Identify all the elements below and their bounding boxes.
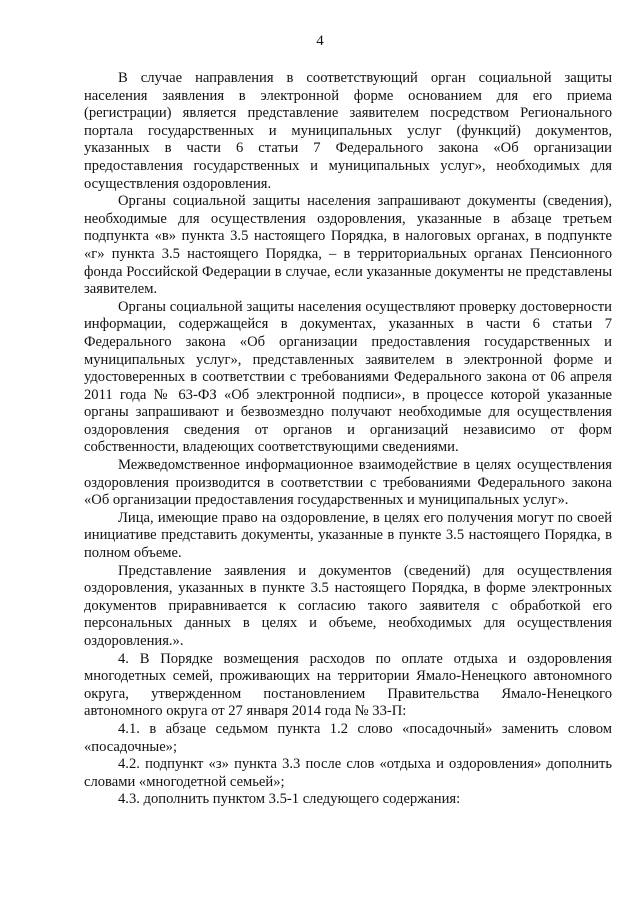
paragraph-own-initiative: Лица, имеющие право на оздоровление, в целях его получения могут по своей инициативе представить документы, указанные в пункте 3.5 настоящего Порядка, в полном объеме. xyxy=(84,509,612,562)
paragraph-verification: Органы социальной защиты населения осуществляют проверку достоверности информации, содержащейся в документах, указанных в части 6 статьи 7 Федерального закона «Об организации предоставления государственных и муниципальных услуг», представленных заявителем в электронной форме и удостоверенных в соответствии с требованиями Федерального закона от 06 апреля 2011 года № 63-ФЗ «Об электронной подписи», в процессе которой указанные органы запрашивают и безвозмездно получают необходимые для осуществления оздоровления сведения от органов и организаций независимо от форм собственности, владеющих соответствующими сведениями. xyxy=(84,298,612,456)
paragraph-electronic-application: В случае направления в соответствующий орган социальной защиты населения заявления в электронной форме основанием для его приема (регистрации) является представление заявителем посредством Регионального портала государственных и муниципальных услуг (функций) документов, указанных в части 6 статьи 7 Федерального закона «Об организации предоставления государственных и муниципальных услуг», необходимых для осуществления оздоровления. xyxy=(84,70,612,192)
paragraph-item-4-3: 4.3. дополнить пунктом 3.5-1 следующего содержания: xyxy=(118,791,461,808)
paragraph-item-4-1: 4.1. в абзаце седьмом пункта 1.2 слово «посадочный» заменить словом «посадочные»; xyxy=(84,720,612,755)
page-number: 4 xyxy=(316,33,324,49)
document-body xyxy=(84,70,612,809)
paragraph-item-4-2: 4.2. подпункт «з» пункта 3.3 после слов «отдыха и оздоровления» дополнить словами «многодетной семьей»; xyxy=(84,756,612,790)
paragraph-consent: Представление заявления и документов (сведений) для осуществления оздоровления, указанных в пункте 3.5 настоящего Порядка, в форме электронных документов приравнивается к согласию такого заявителя с обработкой его персональных данных в целях и объеме, необходимых для осуществления оздоровления.». xyxy=(84,562,612,649)
paragraph-item-4: 4. В Порядке возмещения расходов по оплате отдыха и оздоровления многодетных семей, проживающих на территории Ямало-Ненецкого автономного округа, утвержденном постановлением Правительства Ямало-Ненецкого автономного округа от 27 января 2014 года № 33-П: xyxy=(84,650,612,720)
paragraph-document-requests: Органы социальной защиты населения запрашивают документы (сведения), необходимые для осуществления оздоровления, указанные в абзаце третьем подпункта «в» пункта 3.5 настоящего Порядка, в налоговых органах, в подпункте «г» пункта 3.5 настоящего Порядка, – в территориальных органах Пенсионного фонда Российской Федерации в случае, если указанные документы не представлены заявителем. xyxy=(84,193,612,298)
paragraph-interagency-interaction: Межведомственное информационное взаимодействие в целях осуществления оздоровления производится в соответствии с требованиями Федерального закона «Об организации предоставления государственных и муниципальных услуг». xyxy=(84,457,612,509)
